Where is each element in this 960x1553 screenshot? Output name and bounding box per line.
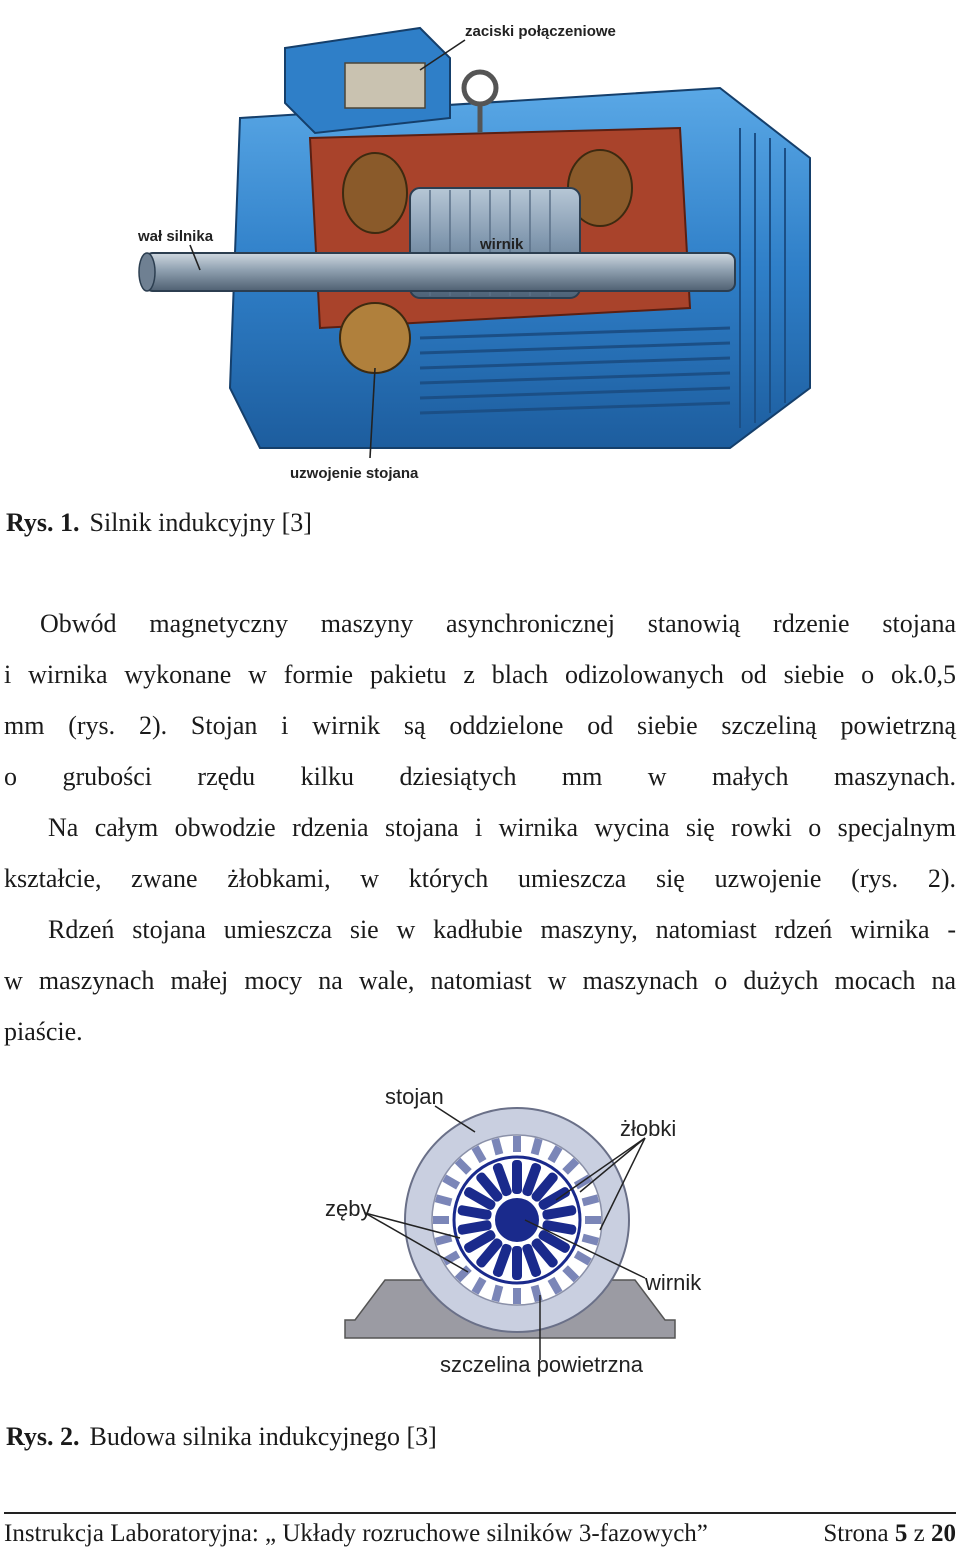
label-terminals: zaciski połączeniowe: [465, 23, 616, 40]
page-number: [823, 1520, 956, 1548]
paragraph-line: o grubości rzędu kilku dziesiątych mm w małych maszynach.: [4, 762, 956, 791]
figure-2-caption-number: Rys. 2.: [6, 1422, 80, 1451]
stator-slot: [513, 1136, 521, 1152]
page-current: 5: [894, 1520, 908, 1547]
stator-slot: [585, 1216, 601, 1224]
stator-slot: [513, 1288, 521, 1304]
body-paragraph: [4, 598, 956, 1057]
label-rotor-2: wirnik: [645, 1270, 702, 1295]
paragraph-line: Na całym obwodzie rdzenia stojana i wirnika wycina się rowki o specjalnym: [48, 813, 956, 842]
label-stator: stojan: [385, 1084, 444, 1109]
rotor-bar: [512, 1246, 522, 1280]
figure-2-caption: [6, 1422, 437, 1452]
label-air-gap: szczelina powietrzna: [440, 1352, 643, 1377]
page-number-prefix: Strona: [823, 1520, 889, 1547]
figure-1-caption-number: Rys. 1.: [6, 508, 80, 537]
label-slots: żłobki: [620, 1116, 677, 1141]
label-teeth: zęby: [325, 1196, 372, 1221]
figure-1-caption: [6, 508, 312, 538]
paragraph-line: Rdzeń stojana umieszcza sie w kadłubie maszyny, natomiast rdzeń wirnika -: [48, 915, 956, 944]
page-number-separator: z: [913, 1520, 925, 1547]
paragraph-line: kształcie, zwane żłobkami, w których umieszcza się uzwojenie (rys. 2).: [4, 864, 956, 893]
paragraph-line: Obwód magnetyczny maszyny asynchronicznej stanowią rdzenie stojana: [40, 609, 956, 638]
paragraph-line: mm (rys. 2). Stojan i wirnik są oddzielone od siebie szczeliną powietrzną: [4, 711, 956, 740]
figure-1-caption-text: Silnik indukcyjny [3]: [89, 508, 312, 537]
figure-1-motor-illustration: [120, 8, 820, 493]
paragraph-line: w maszynach małej mocy na wale, natomiast w maszynach o dużych mocach na: [4, 966, 956, 995]
label-stator-winding: uzwojenie stojana: [290, 465, 419, 482]
page-footer: [4, 1512, 956, 1548]
paragraph-line: i wirnika wykonane w formie pakietu z blach odizolowanych od siebie o ok.0,5: [4, 660, 956, 689]
figure-2-caption-text: Budowa silnika indukcyjnego [3]: [89, 1422, 437, 1451]
label-shaft: wał silnika: [138, 228, 214, 245]
footer-title: Instrukcja Laboratoryjna: „ Układy rozruchowe silników 3-fazowych”: [4, 1520, 708, 1547]
label-rotor: wirnik: [480, 236, 524, 253]
figure-2-stator-rotor-diagram: [300, 1080, 720, 1380]
stator-slot: [433, 1216, 449, 1224]
paragraph-line: piaście.: [4, 1017, 83, 1046]
rotor-bar: [512, 1160, 522, 1194]
page-total: 20: [931, 1520, 956, 1547]
